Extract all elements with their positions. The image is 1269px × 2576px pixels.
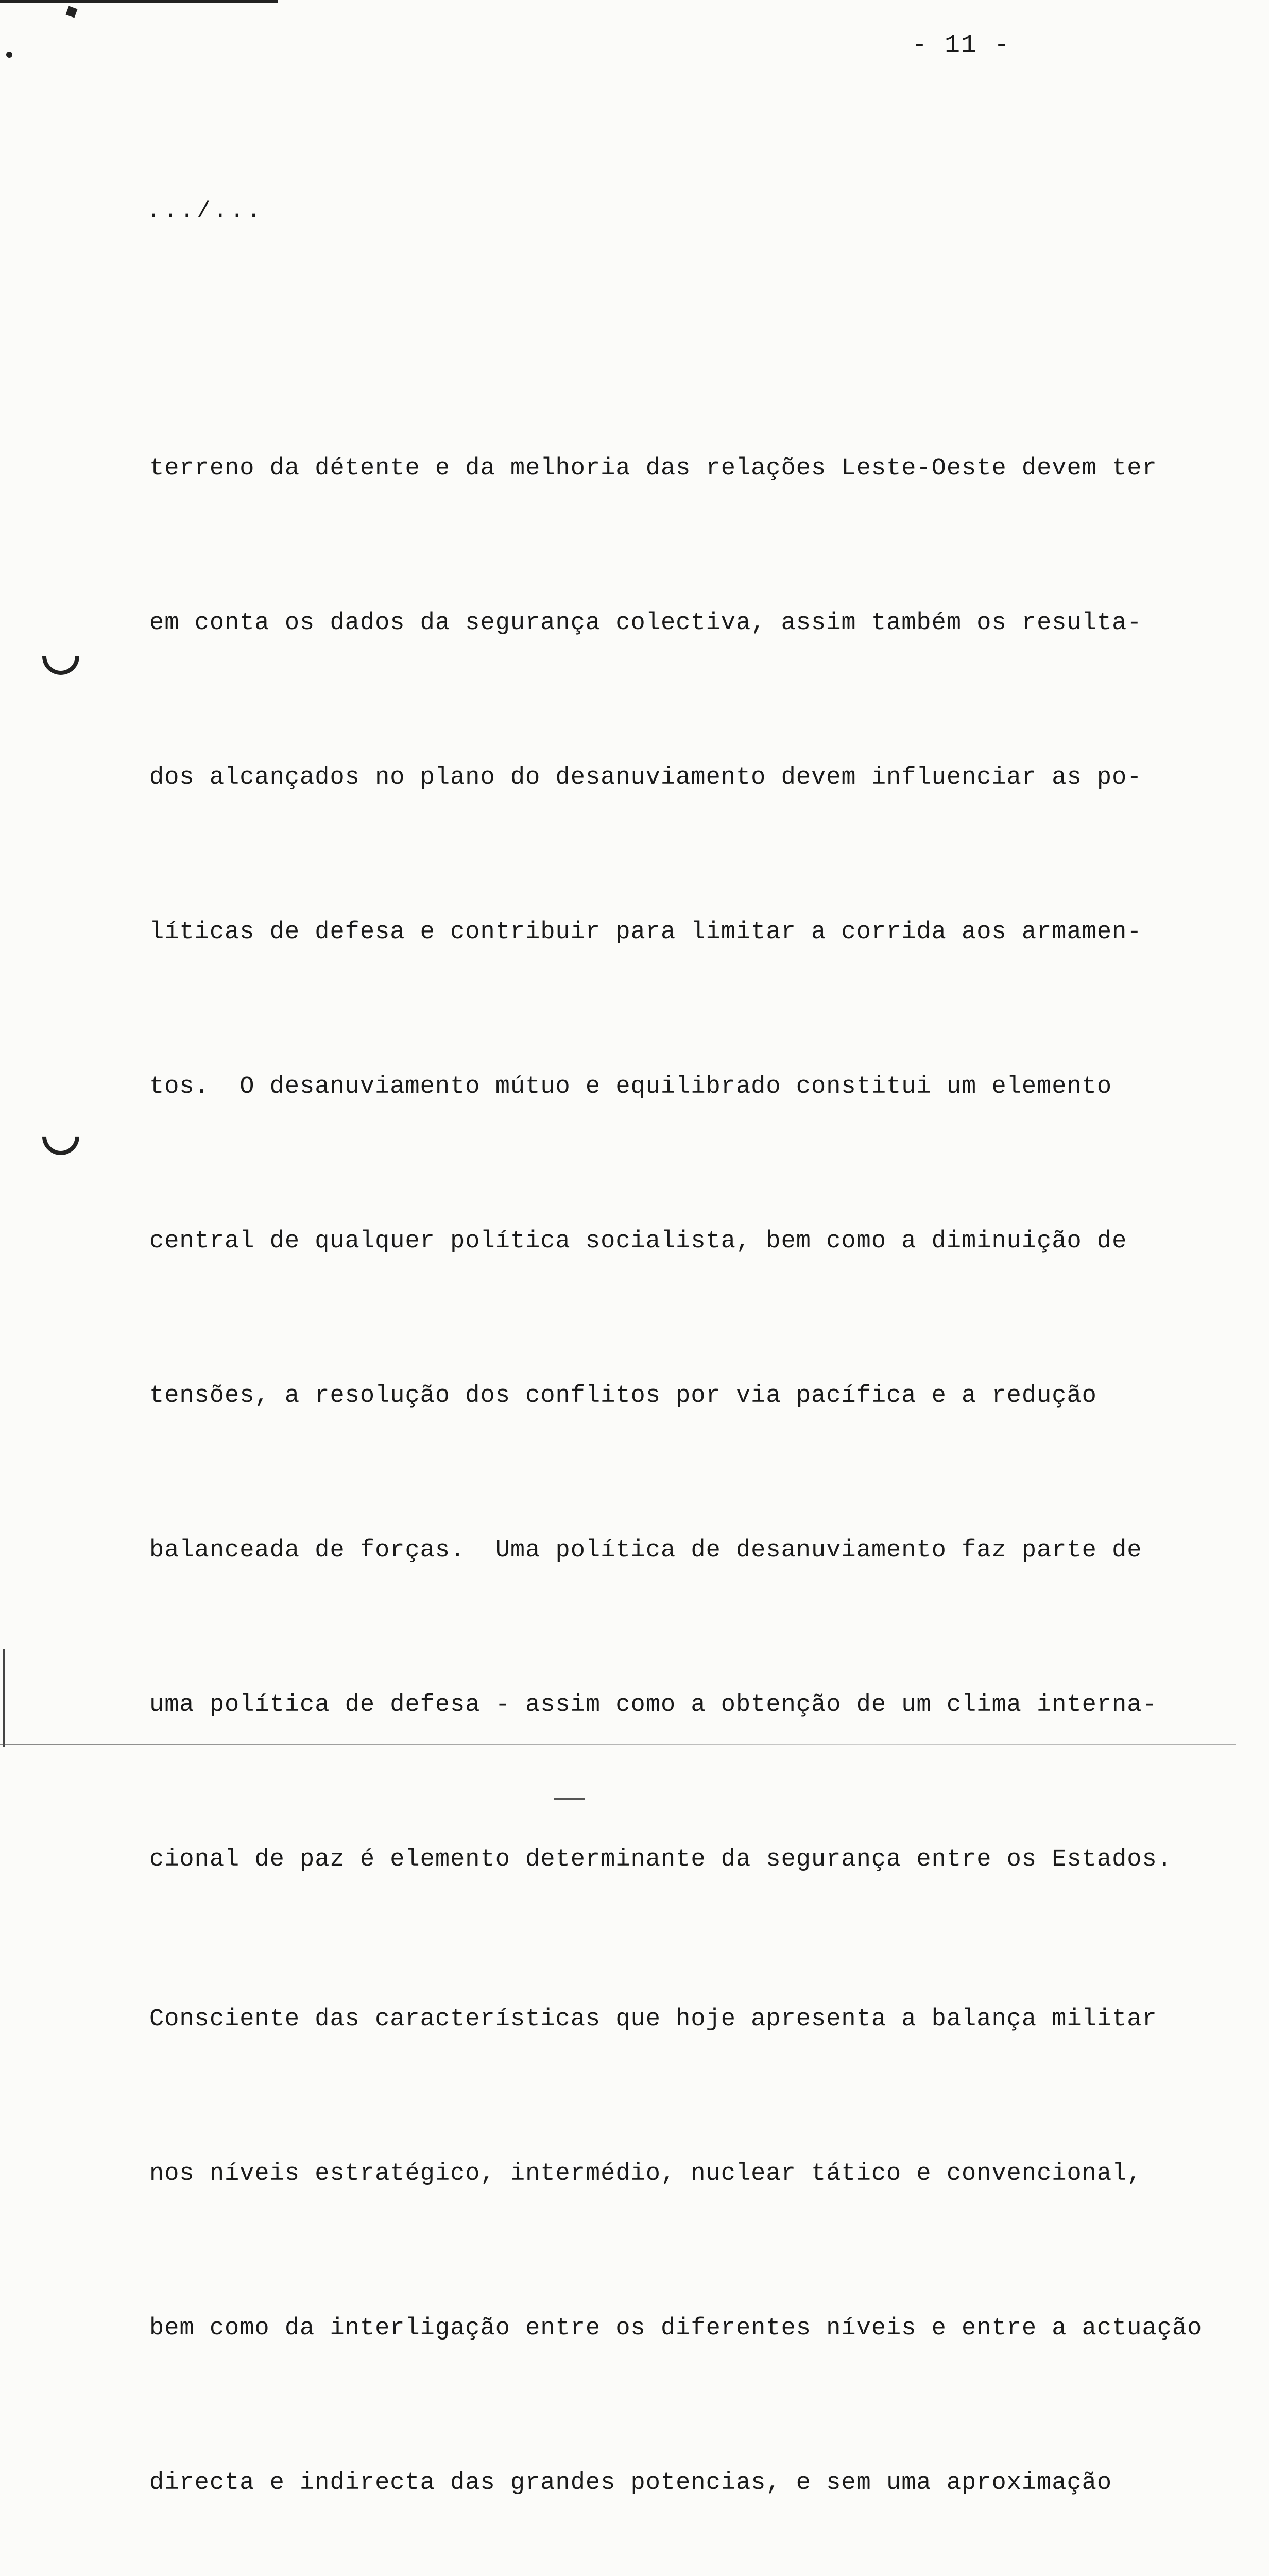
text-line: uma política de defesa - assim como a obtenção de um clima interna-: [149, 1691, 1157, 1719]
text-line: líticas de defesa e contribuir para limitar a corrida aos armamen-: [149, 919, 1142, 946]
scan-dot: [6, 52, 12, 58]
page-number: - 11 -: [912, 31, 1011, 60]
text-line: central de qualquer política socialista, bem como a diminuição de: [149, 1228, 1127, 1255]
scan-bottom-rule: [0, 1744, 1236, 1745]
scan-edge: [3, 1649, 5, 1747]
text-line: bem como da interligação entre os diferentes níveis e entre a actuação: [149, 2315, 1203, 2342]
text-line: terreno da détente e da melhoria das relações Leste-Oeste devem ter: [149, 455, 1157, 482]
binder-hole-mark: [35, 630, 87, 683]
text-line: balanceada de forças. Uma política de desanuviamento faz parte de: [149, 1537, 1142, 1564]
scan-top-rule: [0, 0, 278, 3]
scan-mark: [65, 6, 77, 18]
text-line: dos alcançados no plano do desanuviamento devem influenciar as po-: [149, 764, 1142, 791]
text-line: Consciente das características que hoje apresenta a balança militar: [149, 2006, 1157, 2033]
text-line: em conta os dados da segurança colectiva, assim também os resulta-: [149, 609, 1142, 637]
scan-mark: [554, 1798, 585, 1800]
text-line: nos níveis estratégico, intermédio, nuclear tático e convencional,: [149, 2160, 1142, 2188]
continuation-marker: .../...: [147, 198, 264, 224]
binder-hole-mark: [35, 1110, 87, 1163]
text-line: tensões, a resolução dos conflitos por via pacífica e a redução: [149, 1382, 1097, 1410]
text-line: tos. O desanuviamento mútuo e equilibrado constitui um elemento: [149, 1073, 1112, 1100]
text-line: cional de paz é elemento determinante da segurança entre os Estados.: [149, 1846, 1172, 1873]
body-text: [149, 340, 1257, 2576]
text-line: directa e indirecta das grandes potencias, e sem uma aproximação: [149, 2469, 1112, 2497]
